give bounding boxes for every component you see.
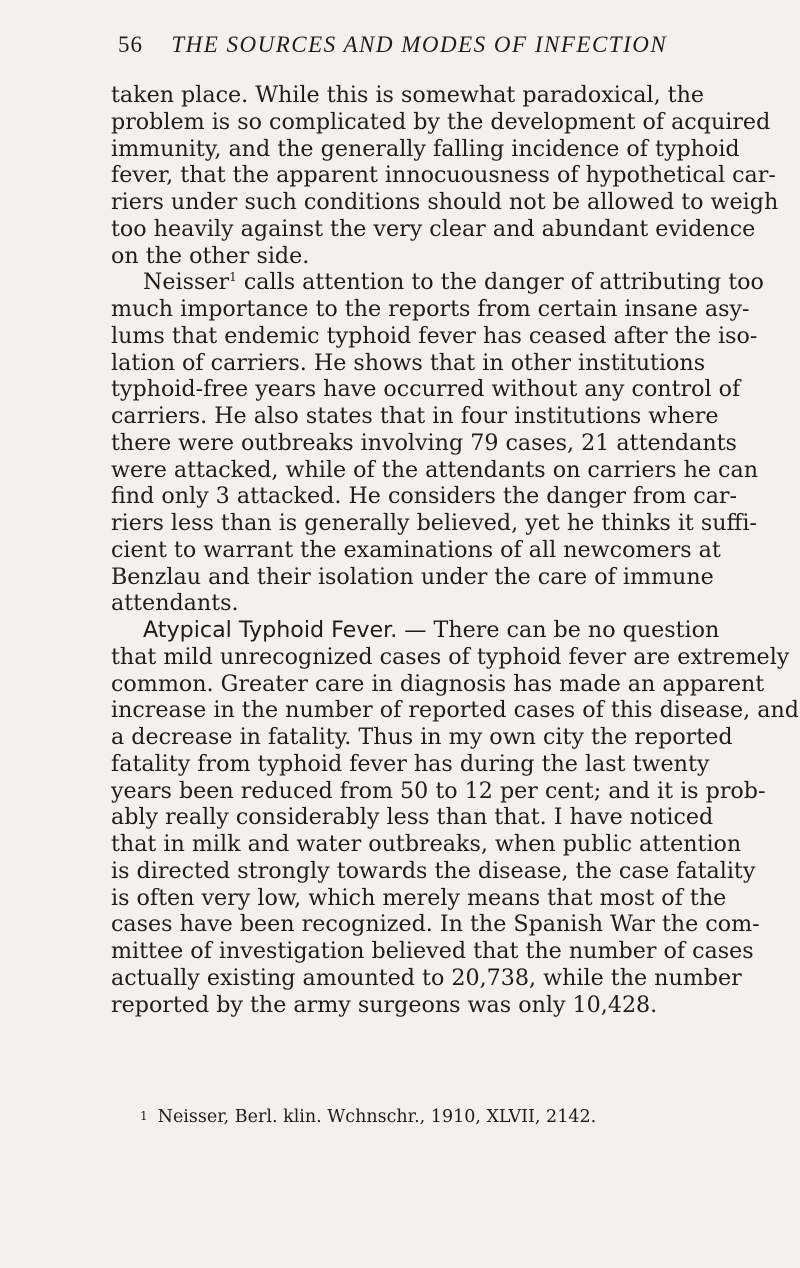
text-line: on the other side. xyxy=(111,242,310,269)
text-line: cient to warrant the examinations of all newcomers at xyxy=(111,536,721,563)
text-line: fatality from typhoid fever has during the last twenty xyxy=(111,750,710,777)
text-line: carriers. He also states that in four institutions where xyxy=(111,403,719,429)
text-line: mittee of investigation believed that the number of cases xyxy=(111,938,754,964)
footnote xyxy=(140,1107,760,1127)
text-line: a decrease in fatality. Thus in my own city the reported xyxy=(111,724,733,750)
text-line: years been reduced from 50 to 12 per cent; and it is prob- xyxy=(111,777,766,804)
text-line: reported by the army surgeons was only 10,428. xyxy=(111,991,658,1018)
text-line: is often very low, which merely means that most of the xyxy=(111,884,727,911)
text-line: that in milk and water outbreaks, when public attention xyxy=(111,831,742,857)
text-line: attendants. xyxy=(111,590,239,617)
text-line: typhoid-free years have occurred without any control of xyxy=(111,376,741,403)
author-name: Neisser xyxy=(143,269,230,296)
text-line: taken place. While this is somewhat paradoxical, the xyxy=(111,82,705,108)
text-line: actually existing amounted to 20,738, while the number xyxy=(111,964,742,991)
running-title: THE SOURCES AND MODES OF INFECTION xyxy=(171,32,668,57)
text-line: too heavily against the very clear and abundant evidence xyxy=(111,215,756,242)
text-line: there were outbreaks involving 79 cases, 21 attendants xyxy=(111,429,737,456)
text-line: increase in the number of reported cases of this disease, and xyxy=(111,697,799,724)
text-line: fever, that the apparent innocuousness of hypothetical car- xyxy=(111,162,776,189)
page-header xyxy=(118,32,718,58)
text-line: lation of carriers. He shows that in other institutions xyxy=(111,349,706,376)
text-line: immunity, and the generally falling incidence of typhoid xyxy=(111,135,740,162)
paragraph-first-line xyxy=(111,617,771,644)
footnote-reference: 1 xyxy=(229,270,237,285)
text-line: lums that endemic typhoid fever has ceased after the iso- xyxy=(111,322,758,349)
footnote-mark: 1 xyxy=(140,1109,148,1123)
body-text xyxy=(111,82,799,1018)
section-heading: Atypical Typhoid Fever. xyxy=(143,617,398,643)
text-line: common. Greater care in diagnosis has made an apparent xyxy=(111,670,765,697)
text-line: ably really considerably less than that. I have noticed xyxy=(111,804,714,831)
text-line: Benzlau and their isolation under the care of immune xyxy=(111,563,714,590)
page-number: 56 xyxy=(118,32,143,57)
line-rest: calls attention to the danger of attributing too xyxy=(236,269,764,296)
text-line: find only 3 attacked. He considers the danger from car- xyxy=(111,483,738,510)
text-line: is directed strongly towards the disease, the case fatality xyxy=(111,857,756,884)
footnote-text: Neisser, Berl. klin. Wchnschr., 1910, XLVII, 2142. xyxy=(157,1107,597,1127)
text-line: riers less than is generally believed, yet he thinks it suffi- xyxy=(111,510,757,536)
text-line: were attacked, while of the attendants on carriers he can xyxy=(111,456,758,483)
text-line: that mild unrecognized cases of typhoid fever are extremely xyxy=(111,643,790,670)
text-line: much importance to the reports from certain insane asy- xyxy=(111,296,750,322)
line-rest: — There can be no question xyxy=(397,617,720,643)
text-line: cases have been recognized. In the Spanish War the com- xyxy=(111,911,760,938)
paragraph-first-line xyxy=(111,269,771,296)
text-line: riers under such conditions should not be allowed to weigh xyxy=(111,189,779,215)
text-line: problem is so complicated by the development of acquired xyxy=(111,108,771,135)
